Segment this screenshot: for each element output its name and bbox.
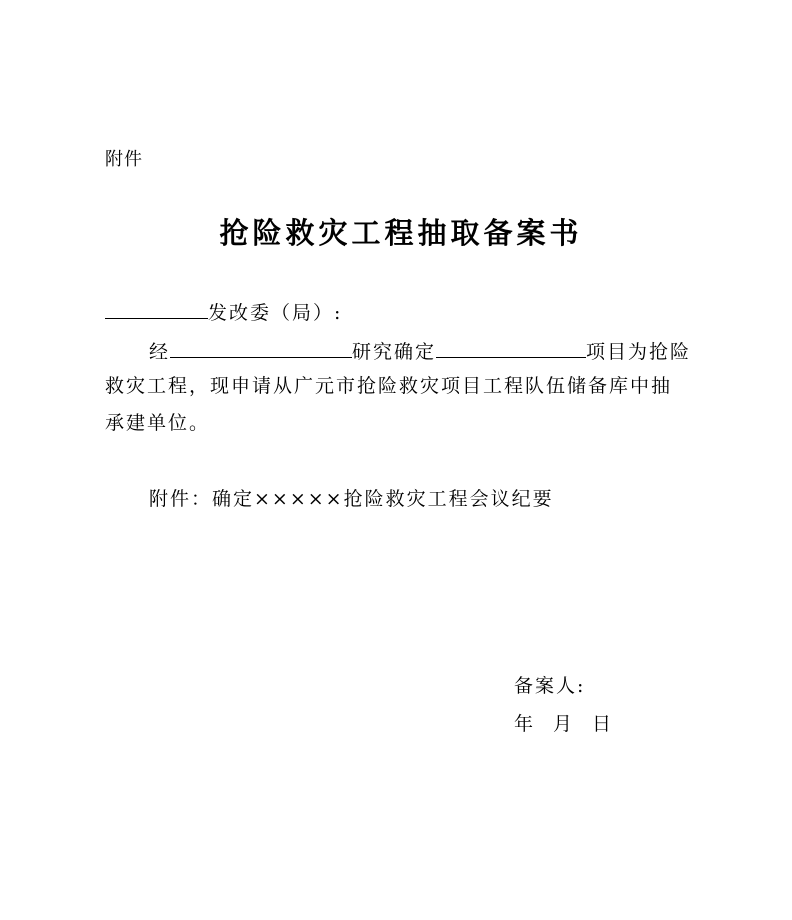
- body-line-1-suffix: 项目为抢险: [586, 341, 692, 363]
- project-blank-field[interactable]: [436, 337, 586, 358]
- body-line-1-prefix: 经: [149, 341, 171, 363]
- approver-blank-field[interactable]: [170, 337, 352, 358]
- date-line: [514, 711, 613, 737]
- body-line-2: 救灾工程，现申请从广元市抢险救灾项目工程队伍储备库中抽: [105, 375, 673, 397]
- body-line-1: [149, 337, 691, 365]
- date-day: 日: [592, 713, 614, 735]
- recipient-blank-field[interactable]: [105, 298, 208, 319]
- recipient-suffix: 发改委（局）:: [208, 302, 343, 324]
- date-year: 年: [514, 713, 536, 735]
- filer-label: 备案人:: [514, 675, 586, 697]
- body-line-1-middle: 研究确定: [352, 341, 437, 363]
- annex-note: 附件：确定×××××抢险救灾工程会议纪要: [149, 488, 554, 510]
- document-title: 抢险救灾工程抽取备案书: [219, 216, 583, 250]
- date-month: 月: [553, 713, 575, 735]
- body-line-3: 承建单位。: [105, 412, 211, 434]
- recipient-line: [105, 298, 342, 326]
- attachment-label: 附件: [105, 149, 143, 170]
